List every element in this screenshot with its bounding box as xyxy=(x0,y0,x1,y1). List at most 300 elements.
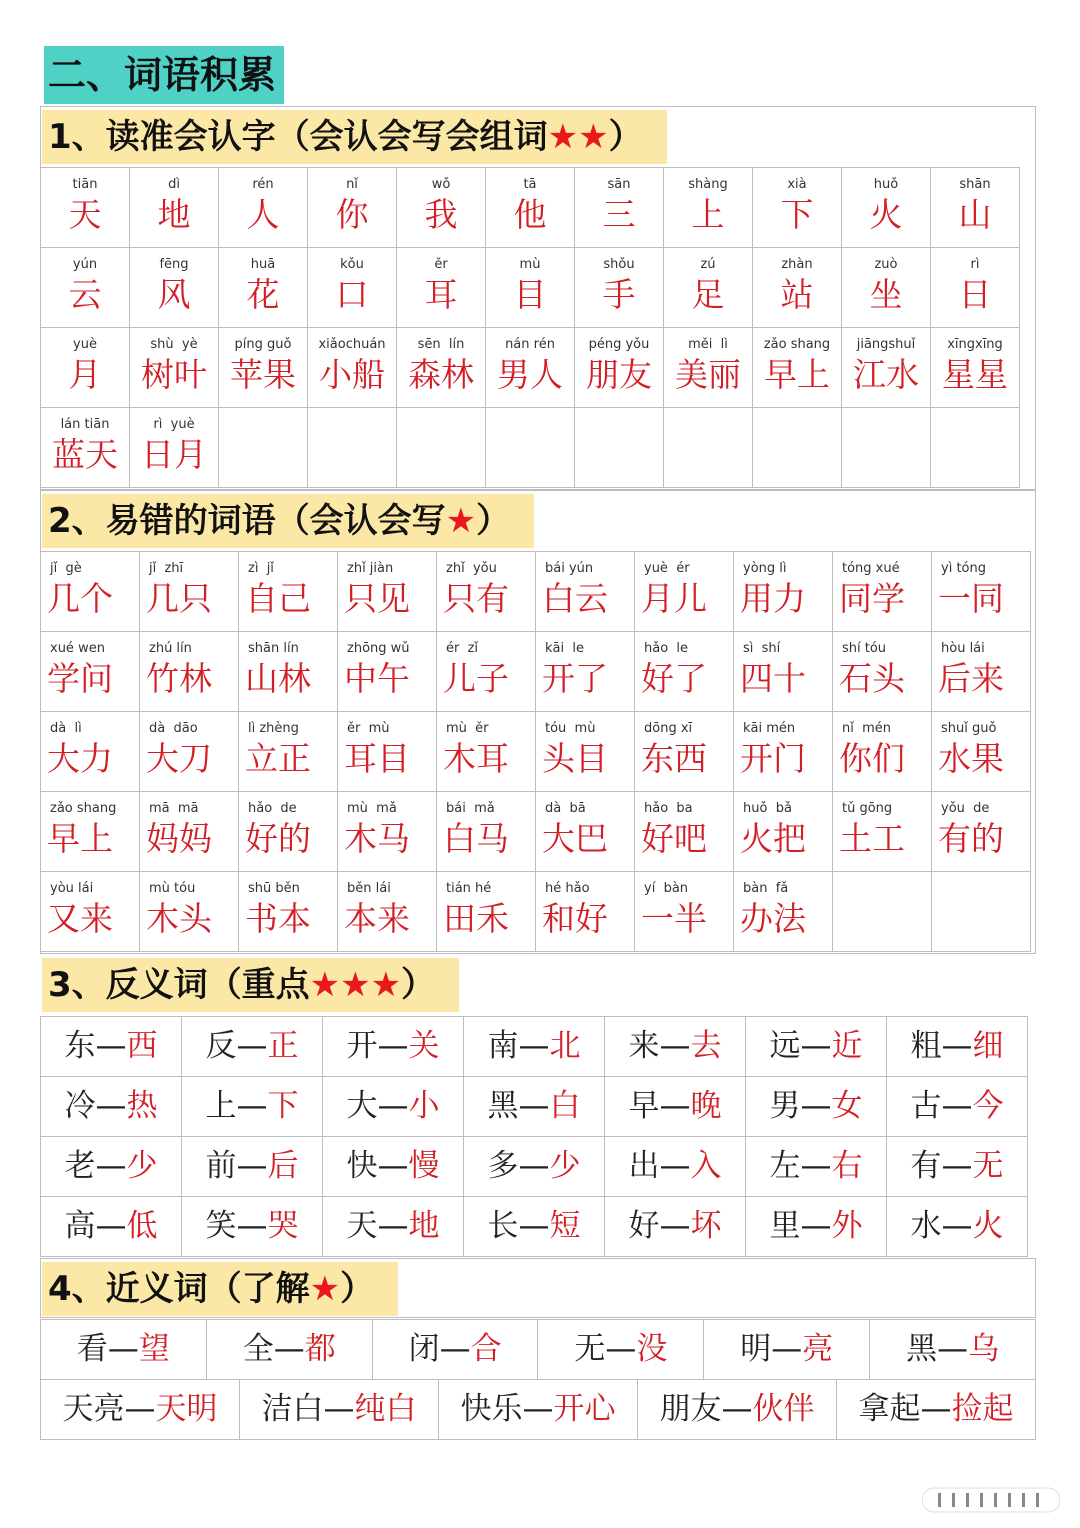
pinyin-text: mù mǎ xyxy=(347,801,397,816)
word-cell xyxy=(575,408,664,488)
word-right: 哭 xyxy=(267,1208,299,1244)
word-text: 云 xyxy=(68,275,102,314)
dash-separator: — xyxy=(124,1391,156,1427)
pinyin-text: rì yuè xyxy=(153,417,195,432)
dash-separator: — xyxy=(377,1208,409,1244)
word-cell xyxy=(140,632,239,712)
pinyin-text: tián hé xyxy=(446,881,492,896)
word-cell xyxy=(932,712,1031,792)
pinyin-text: huā xyxy=(250,257,276,272)
word-right: 右 xyxy=(831,1148,863,1184)
word-text: 一同 xyxy=(938,579,1004,618)
word-cell xyxy=(536,632,635,712)
pinyin-text xyxy=(833,880,931,898)
synonym-cell xyxy=(704,1320,870,1380)
word-left: 远 xyxy=(769,1028,801,1064)
page-title: 二、词语积累 xyxy=(44,46,284,104)
section-2-table xyxy=(40,551,1031,952)
antonym-cell xyxy=(323,1137,464,1197)
word-cell xyxy=(635,872,734,952)
word-left: 快 xyxy=(346,1148,378,1184)
word-text: 同学 xyxy=(839,579,905,618)
word-cell xyxy=(753,408,842,488)
word-cell xyxy=(635,792,734,872)
word-left: 明 xyxy=(740,1331,772,1367)
word-text: 三 xyxy=(602,195,636,234)
word-right: 北 xyxy=(549,1028,581,1064)
word-cell xyxy=(130,408,219,488)
word-text: 一半 xyxy=(641,899,707,938)
table-row xyxy=(41,1380,1036,1440)
pinyin-text: hǎo le xyxy=(644,641,689,656)
word-left: 洁白 xyxy=(261,1391,324,1427)
pinyin-text xyxy=(664,416,752,434)
dash-separator: — xyxy=(95,1148,127,1184)
word-cell xyxy=(130,248,219,328)
word-cell xyxy=(437,632,536,712)
word-text: 开门 xyxy=(740,739,806,778)
pinyin-text: zhǐ jiàn xyxy=(347,561,394,576)
dash-separator: — xyxy=(941,1148,973,1184)
word-cell xyxy=(41,872,140,952)
word-cell xyxy=(833,792,932,872)
word-text: 天 xyxy=(68,195,102,234)
word-left: 反 xyxy=(205,1028,237,1064)
pinyin-text: huǒ bǎ xyxy=(743,801,792,816)
dash-separator: — xyxy=(377,1028,409,1064)
pinyin-text: měi lì xyxy=(688,337,728,352)
table-row xyxy=(41,872,1031,952)
word-text: 后来 xyxy=(938,659,1004,698)
pinyin-text: shù yè xyxy=(150,337,198,352)
word-left: 老 xyxy=(64,1148,96,1184)
word-cell xyxy=(437,712,536,792)
dash-separator: — xyxy=(800,1148,832,1184)
word-text: 足 xyxy=(691,275,725,314)
pinyin-text: zuò xyxy=(874,257,898,272)
pinyin-text xyxy=(486,416,574,434)
dash-separator: — xyxy=(800,1028,832,1064)
pinyin-text: yí bàn xyxy=(644,881,689,896)
pinyin-text: sēn lín xyxy=(417,337,465,352)
pinyin-text: jǐ gè xyxy=(50,561,82,576)
word-text: 好了 xyxy=(641,659,707,698)
word-left: 古 xyxy=(910,1088,942,1124)
word-text: 星星 xyxy=(942,355,1008,394)
word-cell xyxy=(41,248,130,328)
pinyin-text: sì shí xyxy=(743,641,781,656)
word-text: 石头 xyxy=(839,659,905,698)
word-cell xyxy=(239,872,338,952)
pinyin-text: xīngxīng xyxy=(947,337,1003,352)
pinyin-text xyxy=(575,416,663,434)
word-right: 没 xyxy=(636,1331,668,1367)
antonym-cell xyxy=(182,1077,323,1137)
pinyin-text: kāi le xyxy=(545,641,584,656)
word-cell xyxy=(239,712,338,792)
pinyin-text: mā mā xyxy=(149,801,199,816)
dash-separator: — xyxy=(236,1028,268,1064)
word-cell xyxy=(833,552,932,632)
antonym-cell xyxy=(746,1137,887,1197)
word-cell xyxy=(734,792,833,872)
pinyin-text: yuè ér xyxy=(644,561,690,576)
synonym-table-row-1 xyxy=(40,1319,1036,1380)
word-cell xyxy=(41,792,140,872)
antonym-table xyxy=(40,1016,1028,1257)
word-cell xyxy=(932,792,1031,872)
word-text: 火 xyxy=(869,195,903,234)
word-left: 水 xyxy=(910,1208,942,1244)
word-cell xyxy=(536,792,635,872)
word-cell xyxy=(219,168,308,248)
dash-separator: — xyxy=(522,1391,554,1427)
antonym-cell xyxy=(182,1137,323,1197)
dash-separator: — xyxy=(273,1331,305,1367)
word-cell xyxy=(664,168,753,248)
word-cell xyxy=(338,872,437,952)
pinyin-text: hǎo ba xyxy=(644,801,693,816)
word-left: 里 xyxy=(769,1208,801,1244)
antonym-cell xyxy=(605,1077,746,1137)
pinyin-text: shuǐ guǒ xyxy=(941,721,997,736)
word-text: 你们 xyxy=(839,739,905,778)
word-text: 好吧 xyxy=(641,819,707,858)
dash-separator: — xyxy=(659,1208,691,1244)
section-1-title-close: ） xyxy=(608,117,643,157)
word-text: 江水 xyxy=(853,355,919,394)
word-left: 前 xyxy=(205,1148,237,1184)
antonym-cell xyxy=(887,1077,1028,1137)
word-text: 竹林 xyxy=(146,659,212,698)
word-cell xyxy=(931,408,1020,488)
word-text: 开了 xyxy=(542,659,608,698)
word-left: 全 xyxy=(242,1331,274,1367)
word-cell xyxy=(486,408,575,488)
pinyin-text: zú xyxy=(700,257,716,272)
word-text: 上 xyxy=(691,195,725,234)
word-text: 山林 xyxy=(245,659,311,698)
word-text: 风 xyxy=(157,275,191,314)
word-text: 木耳 xyxy=(443,739,509,778)
word-right: 无 xyxy=(972,1148,1004,1184)
synonym-cell xyxy=(41,1380,240,1440)
table-row xyxy=(41,328,1020,408)
pinyin-text: zǎo shang xyxy=(50,801,117,816)
word-cell xyxy=(734,712,833,792)
synonym-cell xyxy=(538,1320,704,1380)
table-row xyxy=(41,408,1020,488)
word-cell xyxy=(397,248,486,328)
word-right: 合 xyxy=(470,1331,502,1367)
word-left: 有 xyxy=(910,1148,942,1184)
pinyin-text xyxy=(753,416,841,434)
antonym-cell xyxy=(41,1077,182,1137)
dash-separator: — xyxy=(941,1028,973,1064)
word-text: 坐 xyxy=(869,275,903,314)
section-4-title-text: 4、近义词（了解 xyxy=(48,1269,310,1309)
dash-separator: — xyxy=(107,1331,139,1367)
pinyin-text: shān lín xyxy=(248,641,299,656)
synonym-table-row-2 xyxy=(40,1379,1036,1440)
word-cell xyxy=(931,168,1020,248)
word-text: 大力 xyxy=(47,739,113,778)
pinyin-text: dì xyxy=(168,177,180,192)
antonym-cell xyxy=(41,1197,182,1257)
dash-separator: — xyxy=(95,1088,127,1124)
word-left: 上 xyxy=(205,1088,237,1124)
table-row xyxy=(41,1137,1028,1197)
word-cell xyxy=(130,168,219,248)
antonym-cell xyxy=(605,1017,746,1077)
dash-separator: — xyxy=(937,1331,969,1367)
word-left: 天亮 xyxy=(62,1391,125,1427)
word-cell xyxy=(239,792,338,872)
word-left: 早 xyxy=(628,1088,660,1124)
word-right: 纯白 xyxy=(354,1391,417,1427)
table-row xyxy=(41,792,1031,872)
word-left: 大 xyxy=(346,1088,378,1124)
pinyin-text: nǐ xyxy=(346,177,358,192)
pinyin-text: ér zǐ xyxy=(446,641,479,656)
word-text: 和好 xyxy=(542,899,608,938)
word-right: 伙伴 xyxy=(752,1391,815,1427)
pinyin-text: dà lì xyxy=(50,721,82,736)
word-right: 慢 xyxy=(408,1148,440,1184)
scroll-indicator-icon[interactable] xyxy=(922,1486,1060,1514)
word-right: 火 xyxy=(972,1208,1004,1244)
word-text: 只见 xyxy=(344,579,410,618)
word-cell xyxy=(635,552,734,632)
word-text: 本来 xyxy=(344,899,410,938)
pinyin-text: shū běn xyxy=(248,881,300,896)
table-row xyxy=(41,1017,1028,1077)
word-cell xyxy=(397,328,486,408)
word-text: 口 xyxy=(335,275,369,314)
pinyin-text xyxy=(219,416,307,434)
word-left: 黑 xyxy=(906,1331,938,1367)
pinyin-text: běn lái xyxy=(347,881,391,896)
word-right: 望 xyxy=(138,1331,170,1367)
section-3-stars: ★★★ xyxy=(309,965,402,1005)
dash-separator: — xyxy=(236,1208,268,1244)
section-1-title-text: 1、读准会认字（会认会写会组词 xyxy=(48,117,548,157)
pinyin-text: rén xyxy=(252,177,274,192)
synonym-cell xyxy=(41,1320,207,1380)
word-text: 有的 xyxy=(938,819,1004,858)
word-cell xyxy=(239,552,338,632)
word-text: 几只 xyxy=(146,579,212,618)
word-cell xyxy=(397,168,486,248)
dash-separator: — xyxy=(518,1088,550,1124)
word-cell xyxy=(753,248,842,328)
word-left: 男 xyxy=(769,1088,801,1124)
word-text: 水果 xyxy=(938,739,1004,778)
pinyin-text: mù ěr xyxy=(446,721,489,736)
pinyin-text: yòng lì xyxy=(743,561,787,576)
word-text: 妈妈 xyxy=(146,819,212,858)
dash-separator: — xyxy=(236,1088,268,1124)
pinyin-text xyxy=(842,416,930,434)
word-text: 大刀 xyxy=(146,739,212,778)
word-right: 低 xyxy=(126,1208,158,1244)
antonym-cell xyxy=(323,1197,464,1257)
synonym-cell xyxy=(439,1380,638,1440)
section-1-table xyxy=(40,167,1020,488)
synonym-cell xyxy=(372,1320,538,1380)
word-text: 只有 xyxy=(443,579,509,618)
pinyin-text: tā xyxy=(523,177,537,192)
word-text: 自己 xyxy=(245,579,311,618)
word-text: 办法 xyxy=(740,899,806,938)
word-text: 山 xyxy=(958,195,992,234)
pinyin-text: zhǐ yǒu xyxy=(446,561,497,576)
section-4-title xyxy=(42,1262,398,1316)
word-right: 后 xyxy=(267,1148,299,1184)
pinyin-text: bàn fǎ xyxy=(743,881,789,896)
word-left: 快乐 xyxy=(460,1391,523,1427)
word-text: 耳目 xyxy=(344,739,410,778)
word-text: 树叶 xyxy=(141,355,207,394)
pinyin-text: ěr mù xyxy=(347,721,390,736)
word-cell xyxy=(664,248,753,328)
word-cell xyxy=(219,408,308,488)
word-right: 西 xyxy=(126,1028,158,1064)
word-cell xyxy=(219,248,308,328)
word-text: 手 xyxy=(602,275,636,314)
word-text: 日 xyxy=(958,275,992,314)
word-text: 美丽 xyxy=(675,355,741,394)
dash-separator: — xyxy=(377,1088,409,1124)
word-right: 热 xyxy=(126,1088,158,1124)
word-left: 好 xyxy=(628,1208,660,1244)
word-text: 木马 xyxy=(344,819,410,858)
word-right: 开心 xyxy=(553,1391,616,1427)
word-cell xyxy=(575,168,664,248)
word-cell xyxy=(41,632,140,712)
pinyin-text: dōng xī xyxy=(644,721,693,736)
word-right: 关 xyxy=(408,1028,440,1064)
word-text: 儿子 xyxy=(443,659,509,698)
word-right: 都 xyxy=(304,1331,336,1367)
pinyin-text: xià xyxy=(787,177,807,192)
pinyin-text: yǒu de xyxy=(941,801,990,816)
word-cell xyxy=(842,408,931,488)
pinyin-text: hòu lái xyxy=(941,641,985,656)
word-cell xyxy=(308,328,397,408)
word-text: 你 xyxy=(335,195,369,234)
word-right: 乌 xyxy=(968,1331,1000,1367)
dash-separator: — xyxy=(323,1391,355,1427)
pinyin-text: nǐ mén xyxy=(842,721,892,736)
word-text: 用力 xyxy=(740,579,806,618)
pinyin-text: rì xyxy=(970,257,980,272)
table-row xyxy=(41,168,1020,248)
word-left: 拿起 xyxy=(858,1391,921,1427)
word-text: 早上 xyxy=(764,355,830,394)
table-row xyxy=(41,1320,1036,1380)
word-left: 黑 xyxy=(487,1088,519,1124)
antonym-cell xyxy=(41,1137,182,1197)
word-cell xyxy=(41,408,130,488)
word-cell xyxy=(575,248,664,328)
word-cell xyxy=(308,168,397,248)
synonym-cell xyxy=(206,1320,372,1380)
word-cell xyxy=(833,632,932,712)
antonym-cell xyxy=(182,1017,323,1077)
word-cell xyxy=(833,872,932,952)
pinyin-text: hǎo de xyxy=(248,801,297,816)
table-row xyxy=(41,552,1031,632)
word-text: 花 xyxy=(246,275,280,314)
table-row xyxy=(41,712,1031,792)
word-right: 地 xyxy=(408,1208,440,1244)
word-text: 又来 xyxy=(47,899,113,938)
pinyin-text: shí tóu xyxy=(842,641,887,656)
pinyin-text: shàng xyxy=(688,177,728,192)
word-cell xyxy=(753,328,842,408)
word-left: 东 xyxy=(64,1028,96,1064)
pinyin-text: jǐ zhī xyxy=(149,561,184,576)
word-cell xyxy=(130,328,219,408)
pinyin-text: xiǎochuán xyxy=(318,337,386,352)
word-text: 大巴 xyxy=(542,819,608,858)
word-text: 学问 xyxy=(47,659,113,698)
word-cell xyxy=(308,408,397,488)
antonym-cell xyxy=(182,1197,323,1257)
word-left: 长 xyxy=(487,1208,519,1244)
section-3-title-close: ） xyxy=(401,965,436,1005)
pinyin-text: jiāngshuǐ xyxy=(856,337,916,352)
pinyin-text: zhú lín xyxy=(149,641,192,656)
word-cell xyxy=(41,552,140,632)
word-left: 高 xyxy=(64,1208,96,1244)
dash-separator: — xyxy=(800,1208,832,1244)
section-2-title-close: ） xyxy=(476,501,511,541)
synonym-cell xyxy=(240,1380,439,1440)
word-text: 月 xyxy=(68,355,102,394)
word-text: 书本 xyxy=(245,899,311,938)
dash-separator: — xyxy=(800,1088,832,1124)
section-2-title xyxy=(42,494,534,548)
word-text: 东西 xyxy=(641,739,707,778)
word-left: 粗 xyxy=(910,1028,942,1064)
pinyin-text: yún xyxy=(72,257,98,272)
word-cell xyxy=(140,712,239,792)
section-2-title-text: 2、易错的词语（会认会写 xyxy=(48,501,446,541)
dash-separator: — xyxy=(659,1028,691,1064)
pinyin-text: píng guǒ xyxy=(234,337,292,352)
word-text: 早上 xyxy=(47,819,113,858)
dash-separator: — xyxy=(659,1088,691,1124)
synonym-cell xyxy=(638,1380,837,1440)
word-text: 目 xyxy=(513,275,547,314)
pinyin-text: shǒu xyxy=(603,257,635,272)
word-cell xyxy=(239,632,338,712)
antonym-cell xyxy=(605,1137,746,1197)
word-text: 头目 xyxy=(542,739,608,778)
word-left: 左 xyxy=(769,1148,801,1184)
word-left: 多 xyxy=(487,1148,519,1184)
pinyin-text: kāi mén xyxy=(743,721,796,736)
dash-separator: — xyxy=(659,1148,691,1184)
word-right: 天明 xyxy=(155,1391,218,1427)
word-left: 天 xyxy=(346,1208,378,1244)
dash-separator: — xyxy=(439,1331,471,1367)
word-cell xyxy=(397,408,486,488)
word-text: 田禾 xyxy=(443,899,509,938)
word-right: 入 xyxy=(690,1148,722,1184)
